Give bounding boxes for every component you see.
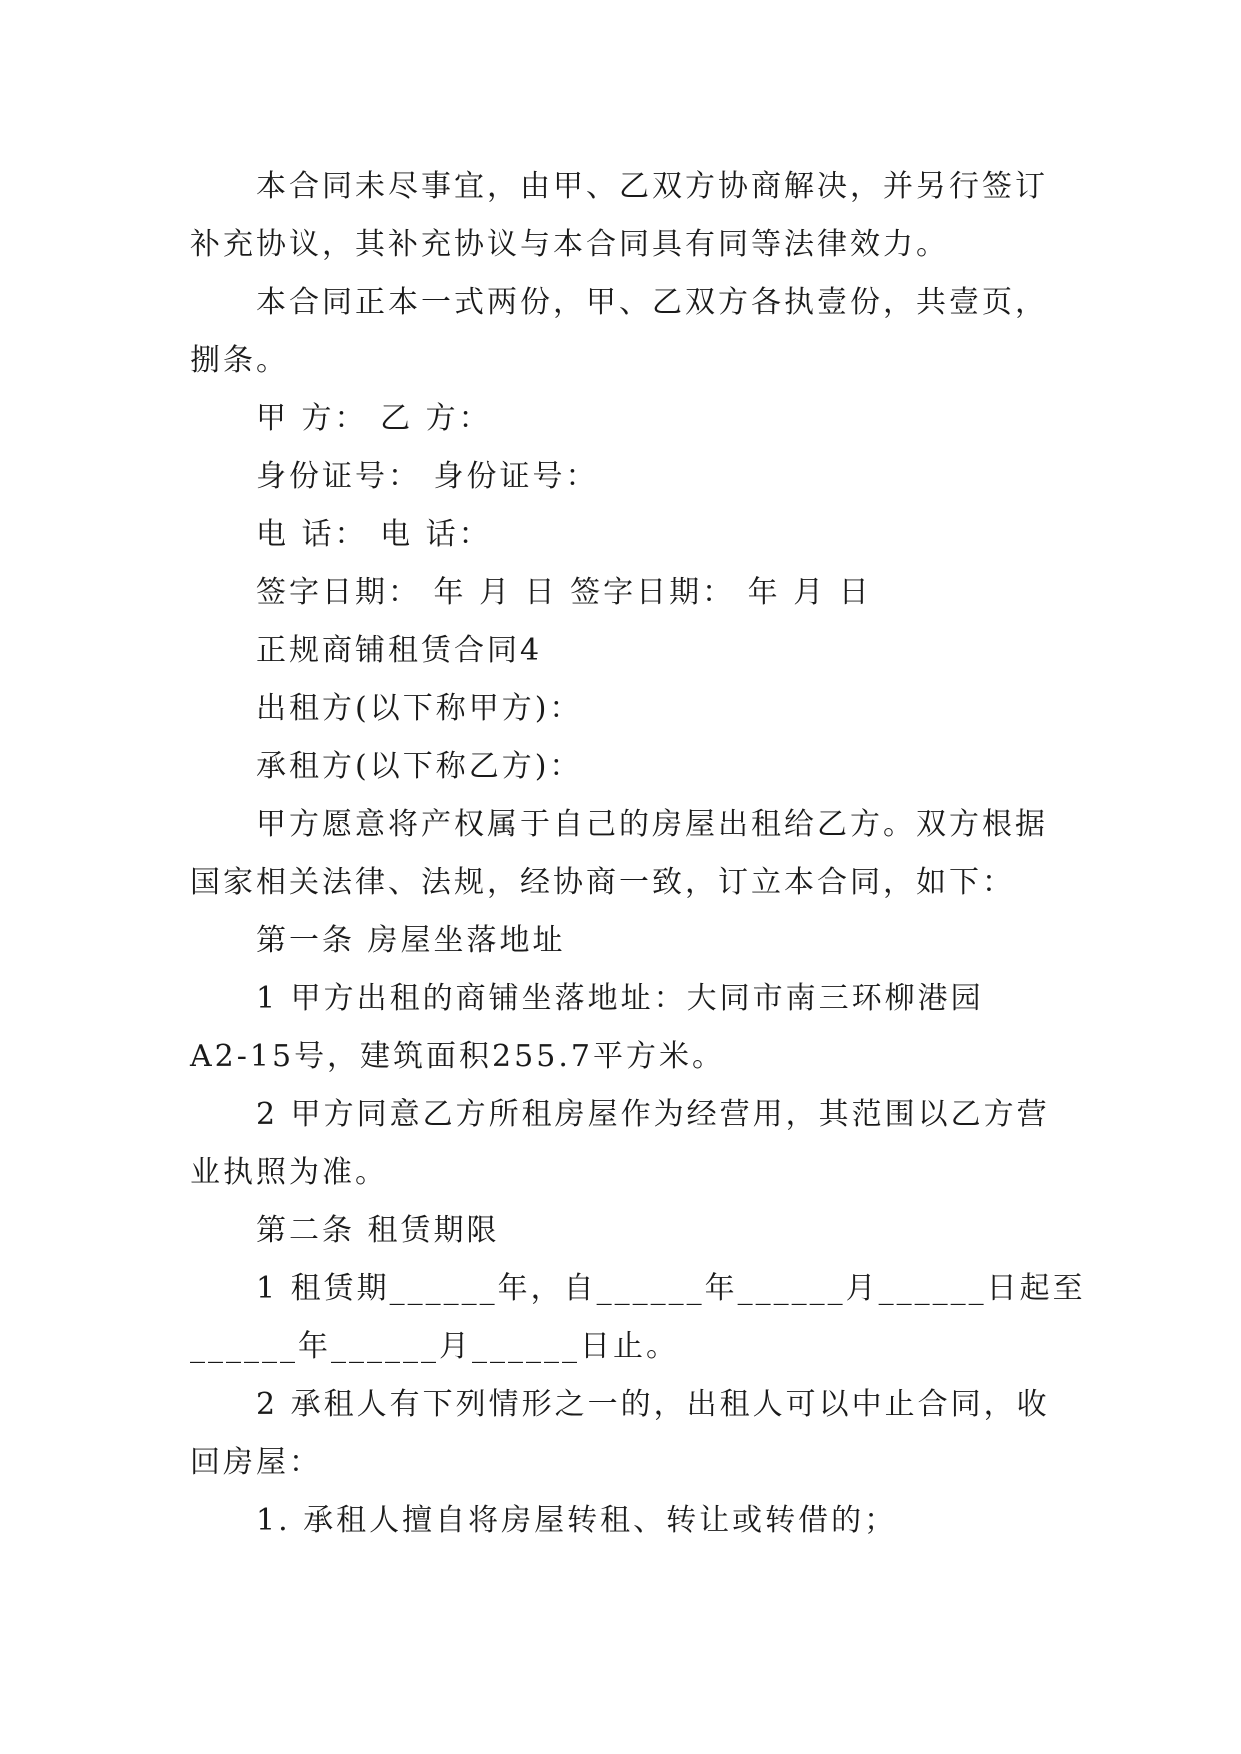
- signature-party-line: 甲 方： 乙 方：: [256, 401, 492, 436]
- paragraph-line: 本合同正本一式两份，甲、乙双方各执壹份，共壹页，: [256, 285, 1048, 320]
- signature-phone-line: 电 话： 电 话：: [256, 517, 492, 552]
- paragraph-line: 本合同未尽事宜，由甲、乙双方协商解决，并另行签订: [256, 169, 1048, 204]
- clause-line: 2 甲方同意乙方所租房屋作为经营用，其范围以乙方营: [256, 1097, 1050, 1132]
- clause-line: A2-15号，建筑面积255.7平方米。: [190, 1039, 725, 1074]
- lessee-line: 承租方(以下称乙方)：: [256, 749, 583, 784]
- lessor-line: 出租方(以下称甲方)：: [256, 691, 583, 726]
- clause-line: 回房屋：: [190, 1445, 322, 1480]
- paragraph-line: 甲方愿意将产权属于自己的房屋出租给乙方。双方根据: [256, 807, 1048, 842]
- contract-body: [190, 158, 1086, 1550]
- article-heading: 第二条 租赁期限: [256, 1213, 500, 1248]
- paragraph-line: 补充协议，其补充协议与本合同具有同等法律效力。: [190, 227, 949, 262]
- clause-line: 业执照为准。: [190, 1155, 388, 1190]
- list-item: 1. 承租人擅自将房屋转租、转让或转借的；: [256, 1503, 898, 1538]
- section-title: 正规商铺租赁合同4: [256, 633, 543, 668]
- clause-line: ______年______月______日止。: [190, 1329, 679, 1364]
- clause-line: 2 承租人有下列情形之一的，出租人可以中止合同，收: [256, 1387, 1050, 1422]
- clause-line: 1 甲方出租的商铺坐落地址：大同市南三环柳港园: [256, 981, 984, 1016]
- signature-date-line: 签字日期： 年 月 日 签字日期： 年 月 日: [256, 575, 872, 610]
- paragraph-line: 国家相关法律、法规，经协商一致，订立本合同，如下：: [190, 865, 1015, 900]
- signature-id-line: 身份证号： 身份证号：: [256, 459, 599, 494]
- paragraph-line: 捌条。: [190, 343, 289, 378]
- article-heading: 第一条 房屋坐落地址: [256, 923, 566, 958]
- clause-line: 1 租赁期______年，自______年______月______日起至: [256, 1271, 1086, 1306]
